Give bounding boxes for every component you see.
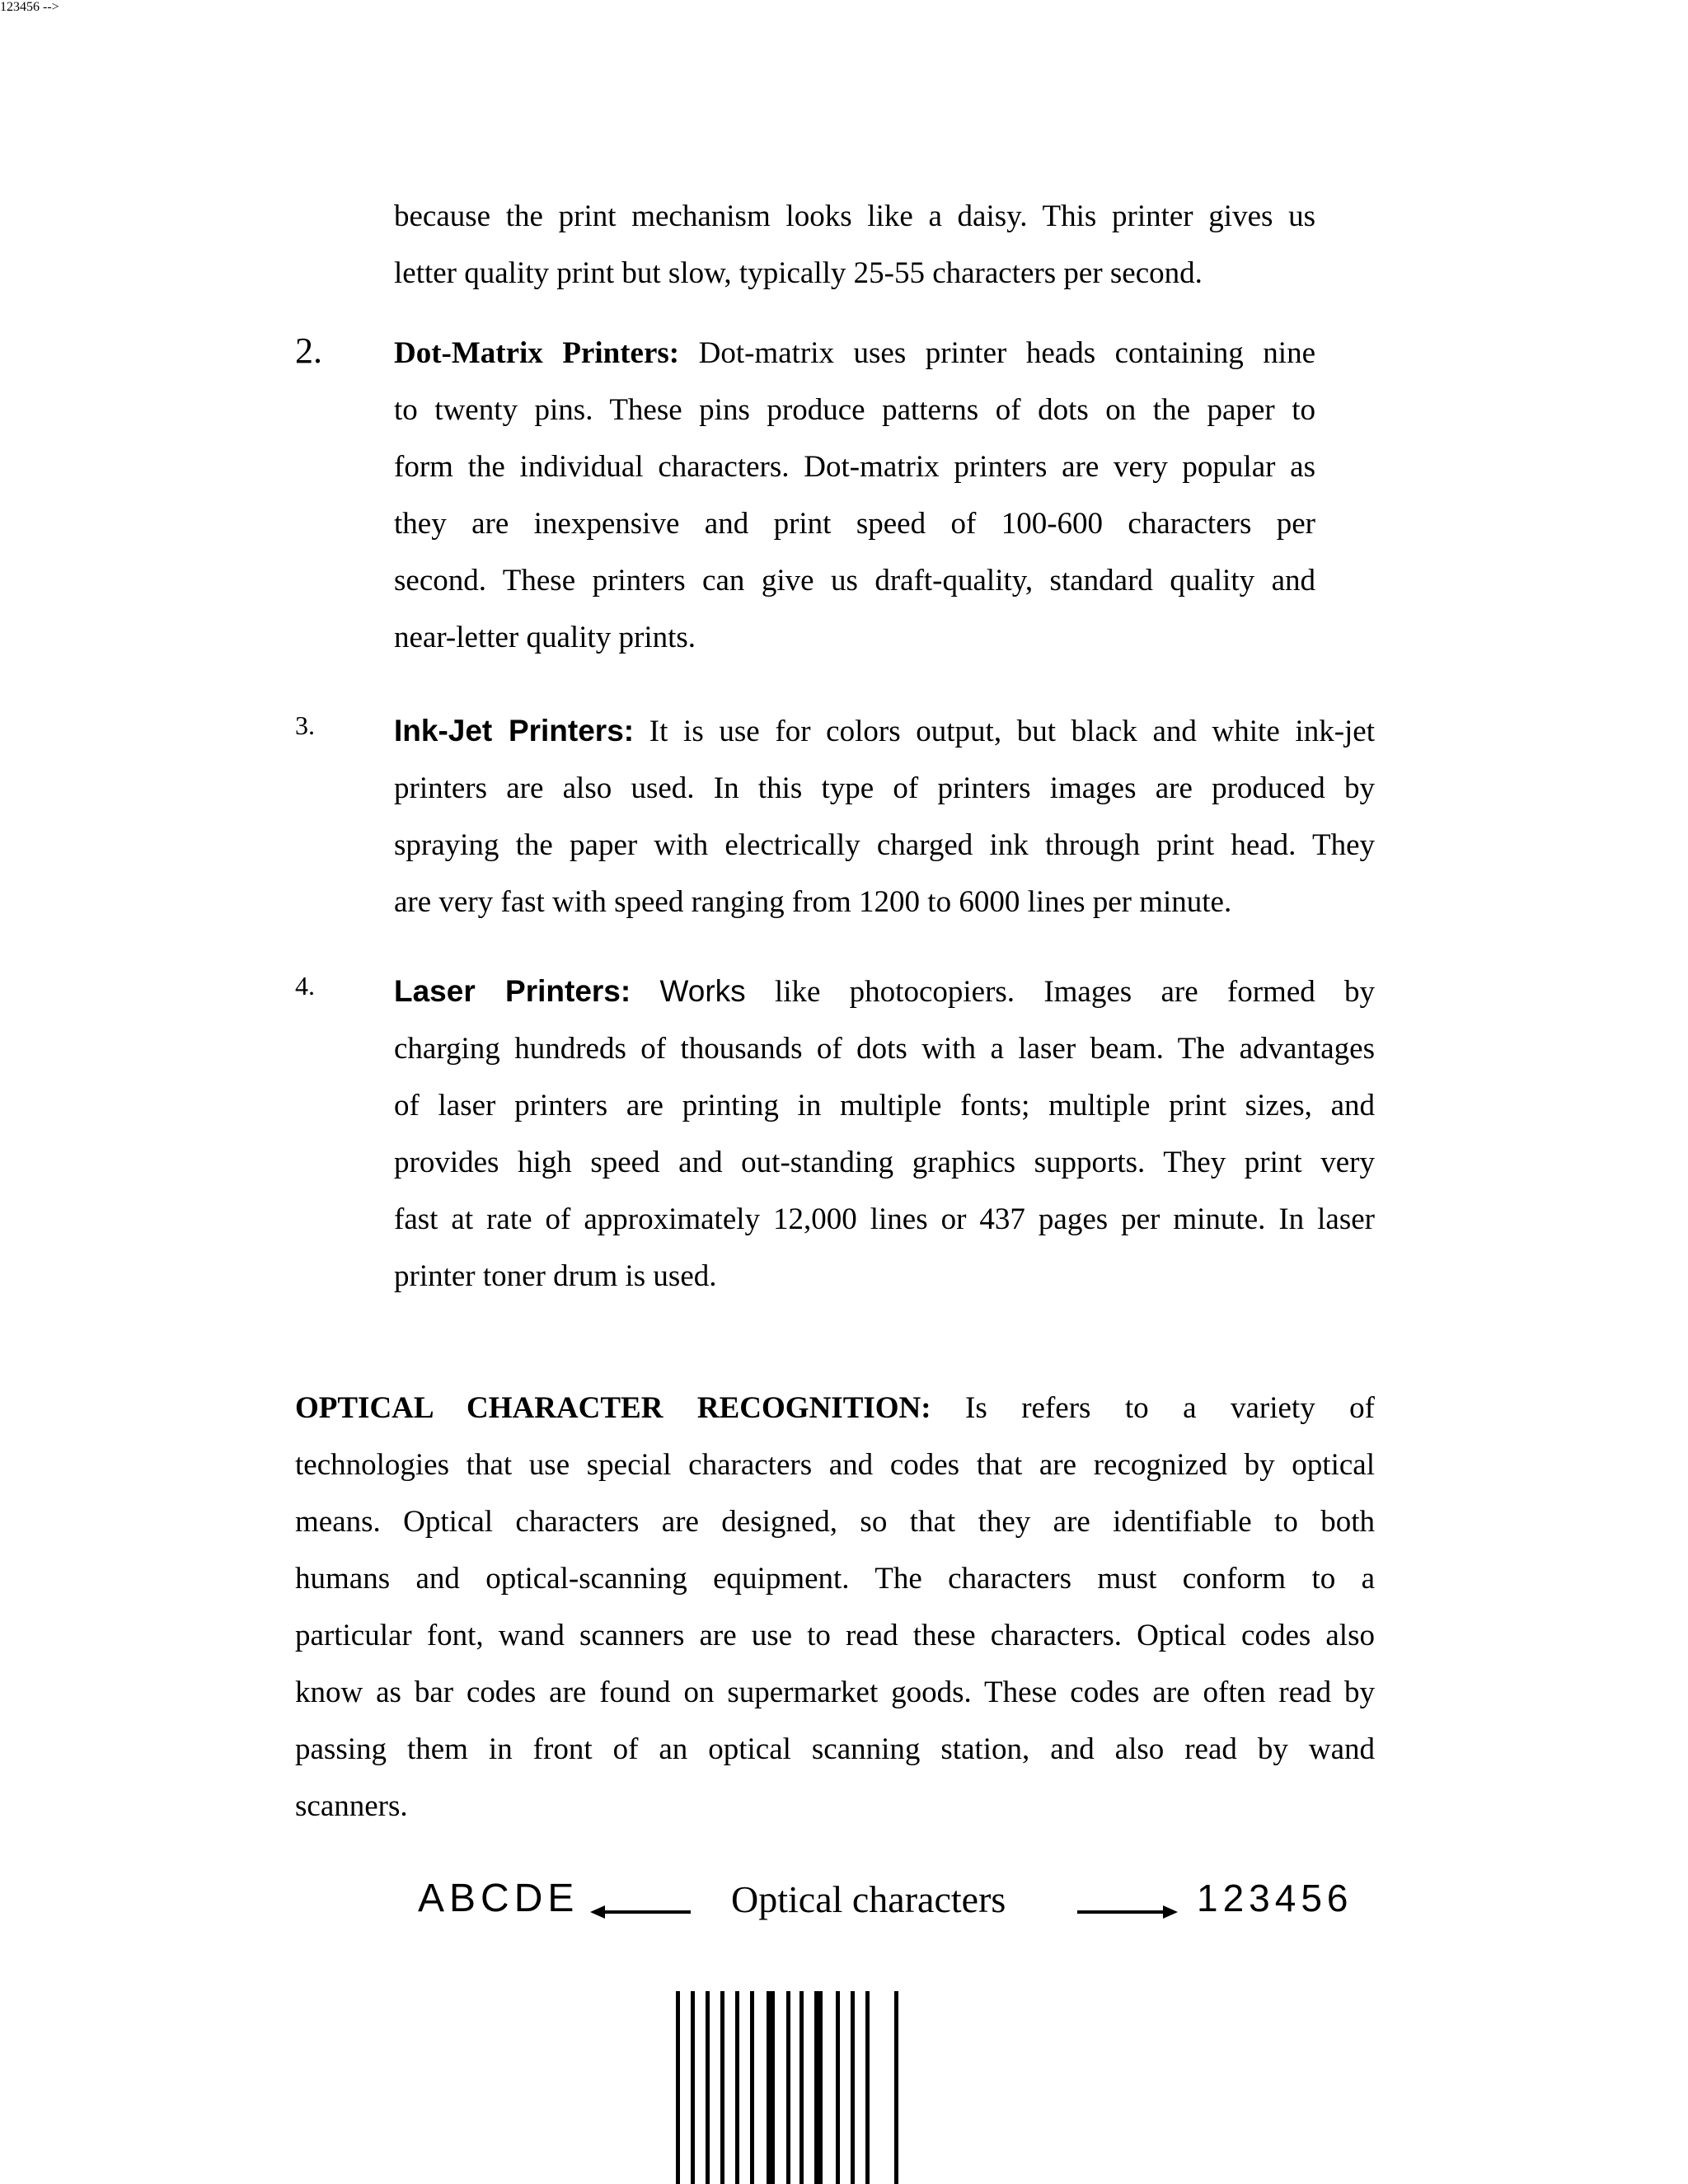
item-line: of laser printers are printing in multiple fonts; multiple print sizes, and (394, 1089, 1375, 1122)
intro-line: letter quality print but slow, typically 25-55 characters per second. (394, 256, 1203, 290)
item-first-line-text: It is use for colors output, but black and white ink-jet (649, 715, 1375, 748)
ocr-sample-digits: 123456 (1197, 1877, 1353, 1919)
ocr-line: know as bar codes are found on supermarket goods. These codes are often read by (295, 1675, 1375, 1709)
barcode-bar (750, 1991, 754, 2184)
barcode-bar (865, 1991, 870, 2184)
item-line: printer toner drum is used. (394, 1259, 717, 1293)
item-laser (394, 963, 1375, 1305)
item-line: charging hundreds of thousands of dots with a laser beam. The advantages (394, 1032, 1375, 1066)
item-line: near-letter quality prints. (394, 621, 696, 654)
item-line: second. These printers can give us draft-quality, standard quality and (394, 564, 1315, 598)
item-first-line (394, 325, 1315, 382)
item-line: printers are also used. In this type of printers images are produced by (394, 771, 1375, 805)
ocr-line: scanners. (295, 1789, 408, 1823)
item-first-line (394, 702, 1375, 760)
barcode-bar (767, 1991, 775, 2184)
barcode-bar (786, 1991, 790, 2184)
barcode-bar (894, 1991, 898, 2184)
item-line: to twenty pins. These pins produce patterns of dots on the paper to (394, 393, 1315, 427)
item-number: 4. (295, 971, 315, 1001)
barcode-bar (851, 1991, 855, 2184)
item-line: form the individual characters. Dot-matrix printers are very popular as (394, 450, 1315, 484)
item-number: 3. (295, 710, 315, 740)
document-page: because the print mechanism looks like a daisy. This printer gives us letter quality print but slow, typically 25-55 characters per second. 2. Dot-Matrix Printers: Dot-matrix uses printer heads containing nine to twenty pins. These pins produce patterns of dots on the paper to form the individual characters. Dot-matrix printers are very popular as they are inexpensive and print speed of 100-600 characters per second. These printers can give us draft-quality, standard quality and near-letter quality prints. 3. Ink-Jet Printers: It is use for colors output, but black and white ink-jet printers are also used. In this type of printers images are produced by spraying the paper with electrically charged ink through print head. They are very fast with speed ranging from 1200 to 6000 lines per minute. 4. Laser Printers: Works like photocopiers. Images are formed by charging hundreds of thousands of dots with a laser beam. The advantages of laser printers are printing in multiple fonts; multiple print sizes, and provides high speed and out-standing graphics supports. They print very fast at rate of approximately 12,000 lines or 437 pages per minute. In laser printer toner drum is used. OPTICAL CHARACTER RECOGNITION: Is refers to a variety of technologies that use special characters and codes that are recognized by optical means. Optical characters are designed, so that they are identifiable to both humans and optical-scanning equipment. The characters must conform to a particular font, wand scanners are use to read these characters. Optical codes also know as bar codes are found on supermarket goods. These codes are often read by passing them in front of an optical scanning station, and also read by wand scanners. 123456 --> ABCDE Optical characters 123456 (0, 0, 1688, 2184)
barcode-bar (706, 1991, 710, 2184)
ocr-line: passing them in front of an optical scanning station, and also read by wand (295, 1732, 1375, 1766)
item-line: spraying the paper with electrically charged ink through print head. They (394, 828, 1375, 862)
figure-caption: Optical characters (731, 1878, 1006, 1920)
ocr-line: technologies that use special characters and codes that are recognized by optical (295, 1448, 1375, 1482)
barcode-bar (720, 1991, 724, 2184)
barcode-bar (691, 1991, 695, 2184)
item-line: are very fast with speed ranging from 1200 to 6000 lines per minute. (394, 885, 1232, 919)
item-line: provides high speed and out-standing graphics supports. They print very (394, 1146, 1375, 1179)
ocr-paragraph (295, 1380, 1375, 1835)
item-ink-jet (394, 702, 1375, 930)
item-line: fast at rate of approximately 12,000 lines or 437 pages per minute. In laser (394, 1202, 1375, 1236)
item-title-extra: Works (659, 974, 746, 1008)
intro-paragraph (394, 188, 1315, 302)
item-first-line-text: like photocopiers. Images are formed by (774, 975, 1376, 1009)
ocr-line: means. Optical characters are designed, so that they are identifiable to both (295, 1505, 1375, 1539)
left-arrow-icon (590, 1902, 692, 1922)
right-arrow-icon (1076, 1902, 1178, 1922)
item-title: Ink-Jet Printers: (394, 714, 635, 748)
ocr-sample-letters: ABCDE (418, 1877, 579, 1920)
barcode-bar (836, 1991, 840, 2184)
item-title: Laser Printers: (394, 974, 631, 1008)
ocr-first-line (295, 1380, 1375, 1436)
intro-line: because the print mechanism looks like a daisy. This printer gives us (394, 199, 1315, 233)
item-first-line (394, 963, 1375, 1020)
item-line: they are inexpensive and print speed of 100-600 characters per (394, 507, 1315, 541)
item-first-line-text: Dot-matrix uses printer heads containing nine (698, 336, 1316, 370)
barcode-bar (814, 1991, 823, 2184)
barcode-illustration (676, 1991, 907, 2184)
optical-characters-figure (0, 1869, 1688, 1935)
item-title: Dot-Matrix Printers: (394, 336, 680, 370)
item-number: 2. (295, 330, 322, 371)
ocr-line: humans and optical-scanning equipment. The characters must conform to a (295, 1562, 1375, 1596)
ocr-first-line-text: Is refers to a variety of (965, 1391, 1375, 1425)
ocr-line: particular font, wand scanners are use to read these characters. Optical codes also (295, 1619, 1375, 1652)
barcode-bar (735, 1991, 739, 2184)
barcode-bar (799, 1991, 804, 2184)
section-heading: OPTICAL CHARACTER RECOGNITION: (295, 1391, 931, 1425)
item-dot-matrix (394, 325, 1315, 666)
barcode-bar (676, 1991, 680, 2184)
